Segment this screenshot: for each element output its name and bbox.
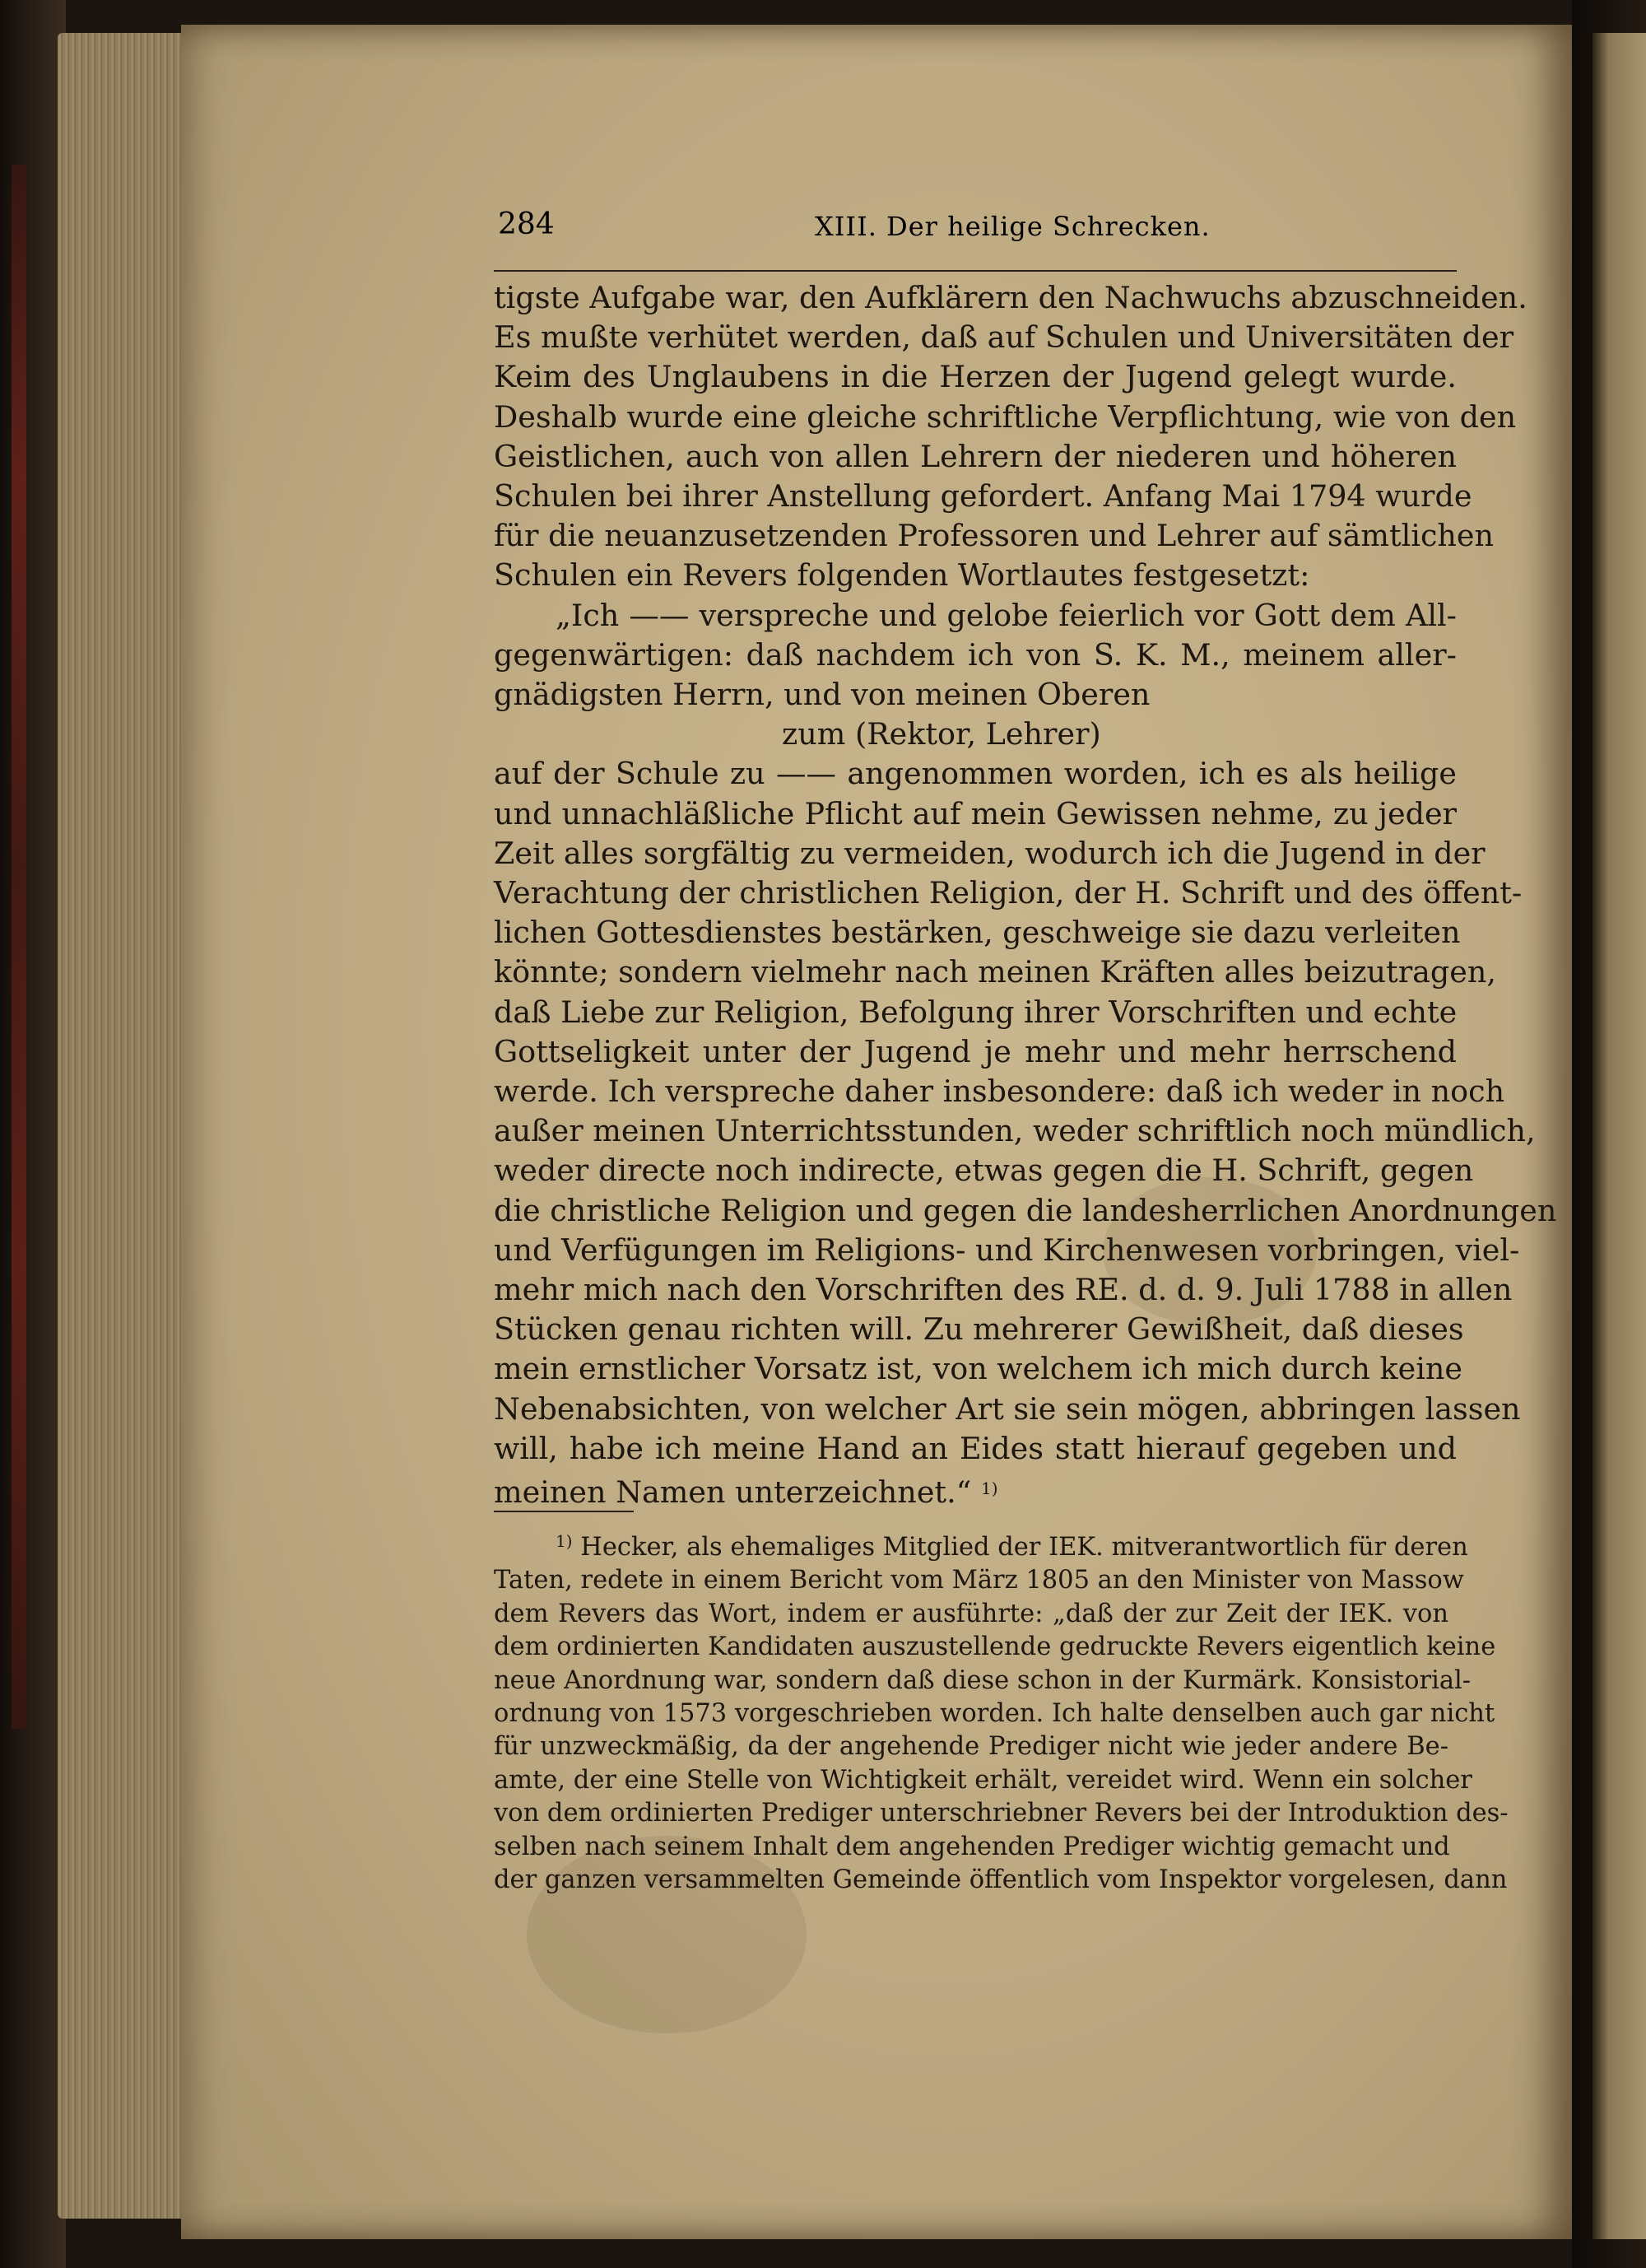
oath-line: die christliche Religion und gegen die landesherrlichen Anordnungen [494,1192,1557,1228]
oath-line: gnädigsten Herrn, und von meinen Oberen [494,677,1151,713]
footnote [494,1525,1509,1897]
oath-line: außer meinen Unterrichtsstunden, weder schriftlich noch mündlich, [494,1113,1536,1149]
footnote-line [494,1525,1468,1564]
body-line: Schulen bei ihrer Anstellung gefordert. Anfang Mai 1794 wurde [494,478,1472,515]
body-line: Deshalb wurde eine gleiche schriftliche Verpflichtung, wie von den [494,398,1517,435]
oath-last-text: meinen Namen unterzeichnet.“ [494,1474,972,1511]
body-line: für die neuanzusetzenden Professoren und Lehrer auf sämtlichen [494,518,1495,554]
oath-line: lichen Gottesdienstes bestärken, geschweige sie dazu verleiten [494,915,1461,951]
oath-line: mein ernstlicher Vorsatz ist, von welchem ich mich durch keine [494,1351,1463,1387]
book-edge-red [12,165,26,1729]
body-line: tigste Aufgabe war, den Aufklärern den Nachwuchs abzuschneiden. [494,280,1527,315]
footnote-line: selben nach seinem Inhalt dem angehenden Prediger wichtig gemacht und [494,1832,1450,1861]
body-line: Geistlichen, auch von allen Lehrern der niederen und höheren [494,438,1457,474]
page-header [498,207,1457,249]
footnote-marker: 1) [556,1531,573,1551]
footnote-line: ordnung von 1573 vorgeschrieben worden. Ich halte denselben auch gar nicht [494,1699,1495,1729]
oath-line: Verachtung der christlichen Religion, der H. Schrift und des öffent- [494,875,1523,911]
oath-line: auf der Schule zu —— angenommen worden, ich es als heilige [494,756,1457,792]
body-text [494,278,1557,1512]
footnote-reference: 1) [980,1479,998,1499]
book-spine-left [0,0,66,2268]
footnote-line: dem Revers das Wort, indem er ausführte: „daß der zur Zeit der IEK. von [494,1599,1448,1628]
oath-line: weder directe noch indirecte, etwas gegen die H. Schrift, gegen [494,1153,1474,1189]
oath-line: Stücken genau richten will. Zu mehrerer Gewißheit, daß dieses [494,1311,1464,1348]
footnote-line: Taten, redete in einem Bericht vom März 1805 an den Minister von Massow [494,1566,1464,1595]
footnote-line: dem ordinierten Kandidaten auszustellende gedruckte Revers eigentlich keine [494,1632,1496,1662]
running-title: XIII. Der heilige Schrecken. [815,211,1211,242]
footnote-line-text: Hecker, als ehemaliges Mitglied der IEK. mitverantwortlich für deren [580,1533,1468,1562]
header-rule [494,270,1457,272]
oath-centered-line: zum (Rektor, Lehrer) [782,716,1101,752]
oath-line: und unnachläßliche Pflicht auf mein Gewissen nehme, zu jeder [494,795,1457,831]
footnote-line: für unzweckmäßig, da der angehende Prediger nicht wie jeder andere Be- [494,1732,1448,1762]
oath-line: will, habe ich meine Hand an Eides statt hierauf gegeben und [494,1430,1457,1466]
footnote-line: amte, der eine Stelle von Wichtigkeit erhält, vereidet wird. Wenn ein solcher [494,1765,1472,1795]
oath-line: „Ich —— verspreche und gelobe feierlich vor Gott dem All- [556,597,1457,633]
oath-line: und Verfügungen im Religions- und Kirchenwesen vorbringen, viel- [494,1232,1520,1268]
oath-line: werde. Ich verspreche daher insbesondere: daß ich weder in noch [494,1073,1505,1110]
body-line: Es mußte verhütet werden, daß auf Schulen und Universitäten der [494,319,1514,356]
oath-line: daß Liebe zur Religion, Befolgung ihrer Vorschriften und echte [494,994,1458,1030]
oath-line: mehr mich nach den Vorschriften des RE. d. d. 9. Juli 1788 in allen [494,1272,1513,1308]
body-line: Schulen ein Revers folgenden Wortlautes festgesetzt: [494,557,1310,594]
oath-line: Nebenabsichten, von welcher Art sie sein mögen, abbringen lassen [494,1390,1521,1427]
footnote-line: von dem ordinierten Prediger unterschriebner Revers bei der Introduktion des- [494,1799,1509,1828]
oath-line: könnte; sondern vielmehr nach meinen Kräften alles beizutragen, [494,954,1497,990]
oath-line: Gottseligkeit unter der Jugend je mehr und mehr herrschend [494,1033,1457,1069]
oath-line: gegenwärtigen: daß nachdem ich von S. K. M., meinem aller- [494,636,1457,673]
footnote-line: neue Anordnung war, sondern daß diese schon in der Kurmärk. Konsistorial- [494,1665,1472,1695]
footnote-line: der ganzen versammelten Gemeinde öffentlich vom Inspektor vorgelesen, dann [494,1865,1508,1895]
facing-page-edge [1593,33,1646,2239]
page-number: 284 [498,207,555,241]
oath-line: Zeit alles sorgfältig zu vermeiden, wodurch ich die Jugend in der [494,835,1486,871]
footnote-rule [494,1511,634,1512]
oath-last-line [494,1469,1457,1512]
body-line: Keim des Unglaubens in die Herzen der Jugend gelegt wurde. [494,359,1457,395]
